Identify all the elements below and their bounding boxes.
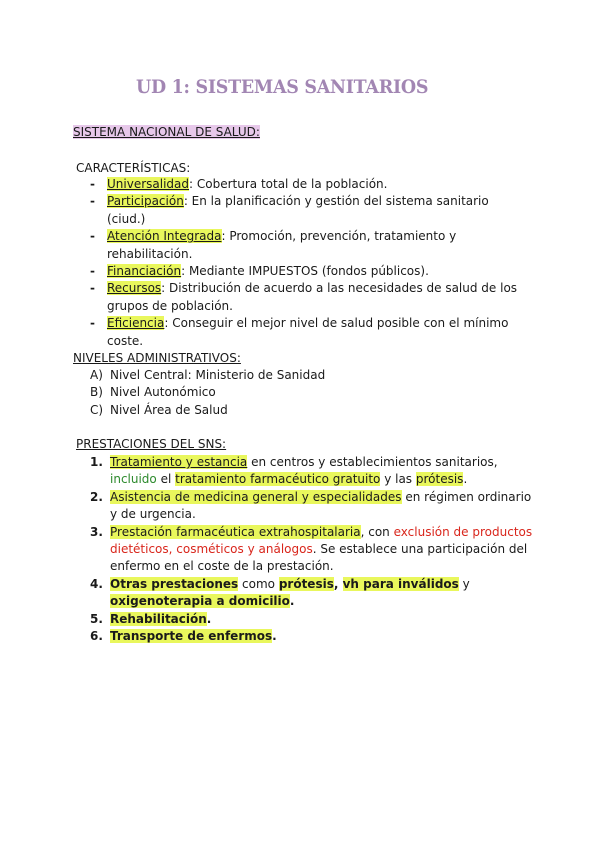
caracteristicas-list bbox=[90, 176, 530, 350]
list-text: Nivel Área de Salud bbox=[110, 402, 228, 417]
highlight: Tratamiento y estancia bbox=[110, 455, 248, 469]
list-item bbox=[90, 280, 530, 315]
text: . bbox=[206, 611, 212, 626]
list-item bbox=[90, 576, 540, 611]
text: , con bbox=[360, 524, 394, 539]
red-text: exclusión de productos dietéticos, cosméticos y análogos bbox=[110, 524, 533, 557]
list-item bbox=[90, 611, 540, 628]
term: Recursos bbox=[107, 281, 162, 296]
description: : Cobertura total de la población. bbox=[189, 177, 388, 191]
page-title: UD 1: SISTEMAS SANITARIOS bbox=[136, 76, 429, 98]
list-marker: C) bbox=[90, 402, 104, 417]
list-marker: 1. bbox=[90, 455, 103, 469]
text: . bbox=[463, 472, 468, 487]
list-marker: B) bbox=[90, 385, 103, 400]
highlight: vh para inválidos bbox=[342, 576, 459, 591]
list-marker: 6. bbox=[90, 629, 103, 644]
list-item bbox=[90, 402, 520, 419]
list-marker: 2. bbox=[90, 489, 103, 504]
prestaciones-list bbox=[90, 454, 540, 645]
highlight: Prestación farmacéutica extrahospitalaria bbox=[110, 524, 361, 539]
highlight: Asistencia de medicina general y especialidades bbox=[110, 489, 402, 504]
text: en centros y establecimientos sanitarios, bbox=[247, 455, 498, 469]
list-item bbox=[90, 524, 540, 576]
term: Atención Integrada bbox=[107, 229, 222, 244]
caracteristicas-heading: CARACTERÍSTICAS: bbox=[76, 161, 191, 175]
highlight: Rehabilitación bbox=[110, 611, 207, 626]
list-item bbox=[90, 489, 540, 524]
text: , bbox=[333, 576, 343, 591]
list-item bbox=[90, 176, 530, 193]
text: y bbox=[458, 576, 470, 591]
text: . bbox=[272, 629, 277, 644]
section-heading-sns: SISTEMA NACIONAL DE SALUD: bbox=[73, 125, 260, 139]
description: : En la planificación y gestión del sistema sanitario (ciud.) bbox=[107, 194, 489, 226]
highlight: prótesis bbox=[415, 472, 464, 487]
term: Participación bbox=[107, 194, 184, 209]
description: : Conseguir el mejor nivel de salud posible con el mínimo coste. bbox=[107, 316, 509, 348]
text: como bbox=[238, 576, 279, 591]
text: . Se establece una participación del enfermo en el coste de la prestación. bbox=[110, 542, 528, 574]
niveles-heading: NIVELES ADMINISTRATIVOS: bbox=[73, 351, 241, 365]
highlight: oxigenoterapia a domicilio bbox=[110, 594, 290, 609]
list-marker: 5. bbox=[90, 611, 103, 626]
prestaciones-heading: PRESTACIONES DEL SNS: bbox=[76, 437, 227, 451]
list-item bbox=[90, 315, 530, 350]
list-marker: 4. bbox=[90, 576, 103, 591]
list-item bbox=[90, 263, 530, 280]
list-item bbox=[90, 228, 530, 263]
niveles-list bbox=[90, 367, 520, 419]
description: : Promoción, prevención, tratamiento y rehabilitación. bbox=[107, 229, 457, 261]
text: y las bbox=[380, 472, 416, 487]
list-marker: A) bbox=[90, 368, 103, 382]
term: Eficiencia bbox=[107, 316, 165, 331]
highlight: tratamiento farmacéutico gratuito bbox=[175, 472, 381, 487]
green-text: incluido bbox=[110, 472, 157, 487]
list-item bbox=[90, 384, 520, 401]
highlight: Otras prestaciones bbox=[110, 576, 239, 591]
text: . bbox=[289, 594, 295, 609]
list-item bbox=[90, 193, 530, 228]
list-text: Nivel Central: Ministerio de Sanidad bbox=[110, 368, 326, 382]
term: Financiación bbox=[107, 264, 182, 279]
term: Universalidad bbox=[107, 177, 190, 191]
list-text: Nivel Autonómico bbox=[110, 385, 216, 400]
highlight: prótesis bbox=[278, 576, 334, 591]
highlight: Transporte de enfermos bbox=[110, 629, 273, 644]
text: en régimen ordinario y de urgencia. bbox=[110, 489, 532, 522]
list-item bbox=[90, 454, 540, 489]
list-marker: 3. bbox=[90, 524, 103, 539]
description: : Distribución de acuerdo a las necesidades de salud de los grupos de población. bbox=[107, 281, 518, 313]
list-item bbox=[90, 628, 540, 645]
list-item bbox=[90, 367, 520, 384]
description: : Mediante IMPUESTOS (fondos públicos). bbox=[181, 264, 429, 279]
text: el bbox=[156, 472, 176, 487]
